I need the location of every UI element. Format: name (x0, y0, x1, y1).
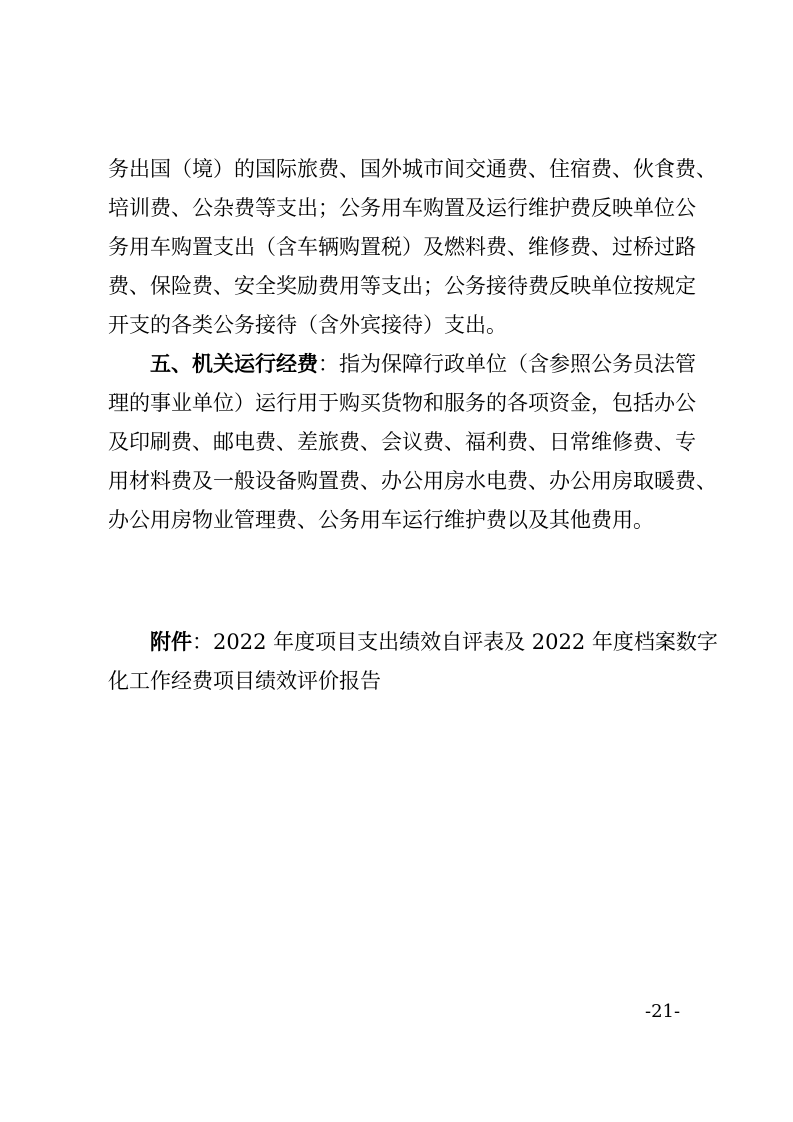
text-line: 及印刷费、邮电费、差旅费、会议费、福利费、日常维修费、专 (108, 430, 696, 454)
section-5-first-line (150, 347, 698, 381)
attachment-first-line-text: ：2022 年度项目支出绩效自评表及 2022 年度档案数字 (192, 630, 718, 654)
text-line: 办公用房物业管理费、公务用车运行维护费以及其他费用。 (108, 508, 654, 532)
text-line: 务出国（境）的国际旅费、国外城市间交通费、住宿费、伙食费、 (108, 157, 717, 181)
attachment-label: 附件 (150, 629, 192, 654)
section-5-heading: 五、机关运行经费 (150, 351, 318, 376)
attachment-second-line: 化工作经费项目绩效评价报告 (108, 669, 381, 693)
attachment-first-line (150, 625, 718, 659)
page-number: -21- (645, 1001, 681, 1022)
text-line: 理的事业单位）运行用于购买货物和服务的各项资金，包括办公 (108, 391, 696, 415)
text-line: 务用车购置支出（含车辆购置税）及燃料费、维修费、过桥过路 (108, 235, 696, 259)
text-line: 培训费、公杂费等支出；公务用车购置及运行维护费反映单位公 (108, 196, 696, 220)
text-line: 费、保险费、安全奖励费用等支出；公务接待费反映单位按规定 (108, 274, 696, 298)
text-line: 用材料费及一般设备购置费、办公用房水电费、办公用房取暖费、 (108, 469, 717, 493)
section-5-first-line-text: ：指为保障行政单位（含参照公务员法管 (318, 352, 696, 376)
text-line: 开支的各类公务接待（含外宾接待）支出。 (108, 313, 507, 337)
